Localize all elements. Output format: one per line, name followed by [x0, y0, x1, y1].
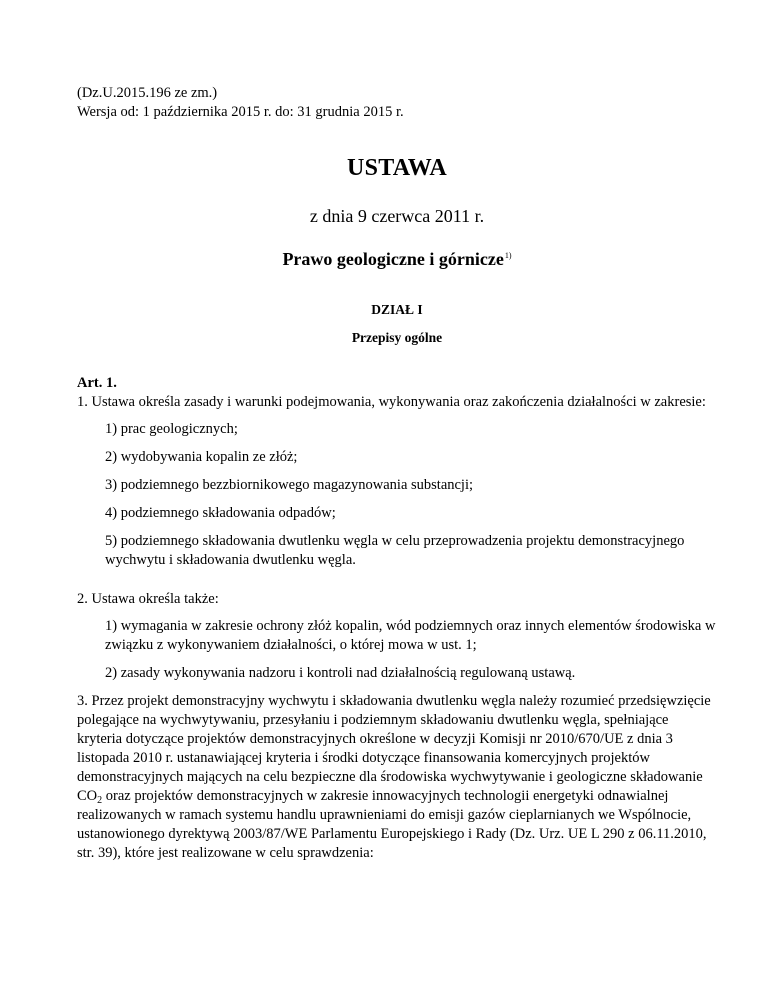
paragraph-3-text-b: oraz projektów demonstracyjnych w zakresie innowacyjnych technologii energetyki odnawialnej realizowanych w ramach systemu handlu uprawnieniami do emisji gazów cieplarnianych we Wspólnocie, ustanowionego dyrektywą 2003/87/WE Parlamentu Europejskiego i Rady (Dz. Urz. UE L 290 z 06.11.2010, str. 39), które jest realizowane w celu sprawdzenia:: [77, 788, 707, 861]
document-page: [77, 84, 717, 863]
article-label: Art. 1.: [77, 375, 117, 391]
document-title: USTAWA: [346, 155, 448, 181]
document-subject: [77, 244, 717, 271]
list-item: 1) wymagania w zakresie ochrony złóż kopalin, wód podziemnych oraz innych elementów środowiska w związku z wykonywaniem działalności, o której mowa w ust. 1;: [105, 618, 716, 653]
article-paragraph-1: 1. Ustawa określa zasady i warunki podejmowania, wykonywania oraz zakończenia działalności w zakresie:: [77, 394, 706, 410]
list-item: 3) podziemnego bezzbiornikowego magazynowania substancji;: [105, 477, 474, 493]
list-item: 4) podziemnego składowania odpadów;: [105, 505, 336, 521]
paragraph-3-text-a: 3. Przez projekt demonstracyjny wychwytu i składowania dwutlenku węgla należy rozumieć przedsięwzięcie polegające na wychwytywaniu, przesyłaniu i podziemnym składowaniu dwutlenku węgla, spełniające kryteria dotyczące projektów demonstracyjnych określone w decyzji Komisji nr 2010/670/UE z dnia 3 listopada 2010 r. ustanawiającej kryteria i środki dotyczące finansowania komercyjnych projektów demonstracyjnych mających na celu bezpieczne dla środowiska wychwytywanie i geologiczne składowanie CO: [77, 693, 711, 804]
list-item: 2) zasady wykonywania nadzoru i kontroli nad działalnością regulowaną ustawą.: [105, 665, 576, 681]
list-item: 1) prac geologicznych;: [105, 421, 238, 437]
paragraph-2-list: [105, 617, 717, 683]
list-item: 5) podziemnego składowania dwutlenku węgla w celu przeprowadzenia projektu demonstracyjnego wychwytu i składowania dwutlenku węgla.: [105, 533, 685, 568]
footnote-mark[interactable]: 1): [504, 251, 512, 260]
article-paragraph-2: 2. Ustawa określa także:: [77, 591, 219, 607]
version-range: Wersja od: 1 października 2015 r. do: 31 grudnia 2015 r.: [77, 104, 404, 120]
article-paragraph-3: [77, 692, 717, 863]
division-label: DZIAŁ I: [371, 302, 423, 317]
subject-text: Prawo geologiczne i górnicze: [282, 249, 504, 269]
paragraph-1-list: [105, 420, 717, 570]
list-item: 2) wydobywania kopalin ze złóż;: [105, 449, 298, 465]
journal-reference: (Dz.U.2015.196 ze zm.): [77, 85, 218, 101]
co2-subscript: 2: [97, 795, 103, 806]
division-name: Przepisy ogólne: [351, 330, 443, 345]
document-date: z dnia 9 czerwca 2011 r.: [309, 206, 485, 226]
